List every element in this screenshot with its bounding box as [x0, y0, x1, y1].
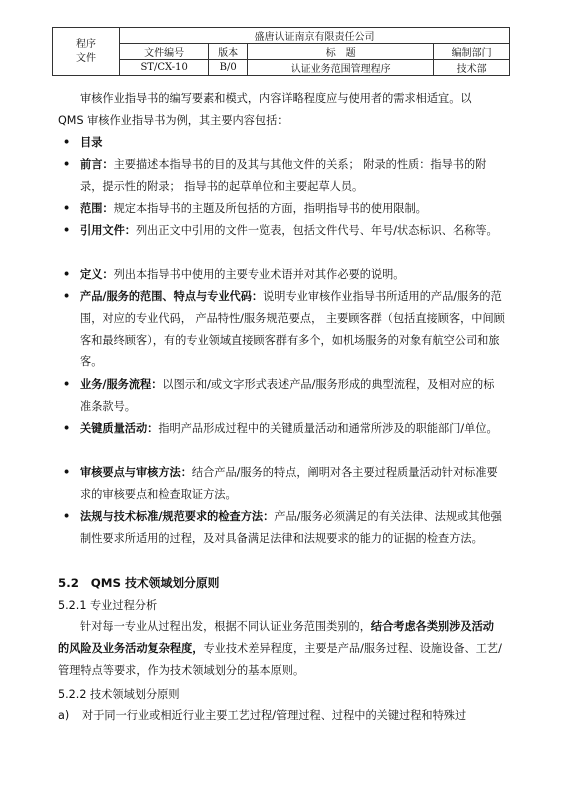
bullet-bold: 法规与技术标准/规范要求的检查方法： [80, 510, 275, 523]
title-value: 认证业务范围管理程序 [248, 60, 434, 76]
company-name: 盛唐认证南京有限责任公司 [120, 28, 510, 44]
para-text-1: 针对每一专业从过程出发，根据不同认证业务范围类别的， [80, 620, 371, 633]
item-a-label: a) [58, 709, 70, 722]
intro-paragraph [58, 88, 504, 110]
version-header: 版本 [209, 44, 248, 60]
version-value: B/0 [209, 60, 248, 76]
bullet-item [63, 264, 505, 286]
bullet-dot-icon: • [63, 422, 71, 435]
bullet-item [63, 462, 505, 506]
section-5-2-heading: 5.2 QMS 技术领域划分原则 [58, 576, 220, 590]
title-header: 标 题 [248, 44, 434, 60]
section-5-2-2-heading: 5.2.2 技术领域划分原则 [58, 688, 180, 701]
bullet-bold: 定义： [80, 268, 114, 281]
bullet-text: 主要描述本指导书的目的及其与其他文件的关系； 附录的性质：指导书的附录，提示性的附录； 指导书的起草单位和主要起草人员。 [80, 158, 487, 193]
side-label-2: 文件 [76, 52, 96, 64]
bullet-text: 规定本指导书的主题及所包括的方面，指明指导书的使用限制。 [113, 202, 427, 215]
list-item-a [58, 705, 508, 727]
intro-line-1: 审核作业指导书的编写要素和模式，内容详略程度应与使用者的需求相适宜。以 [80, 92, 472, 105]
bullet-item [63, 198, 505, 220]
bullet-dot-icon: • [63, 158, 71, 171]
bullet-bold: 审核要点与审核方法： [80, 466, 192, 479]
para-bold: 结合考虑各类别涉及活动的风险及业务活动复杂程度， [58, 620, 494, 655]
side-label-1: 程序 [76, 38, 96, 50]
bullet-dot-icon: • [63, 510, 71, 523]
bullet-item [63, 374, 505, 418]
bullet-text: 产品/服务必须满足的有关法律、法规或其他强制性要求所适用的过程，及对具备满足法律和法规要求的能力的证据的检查方法。 [80, 510, 502, 545]
bullet-text: 说明专业审核作业指导书所适用的产品/服务的范围，对应的专业代码， 产品特性/服务规范要点， 主要顾客群（包括直接顾客，中间顾客和最终顾客），有的专业领域直接顾客群有多个，如机场服务的对象有航空公司和旅客。 [80, 290, 505, 369]
bullet-bold: 业务/服务流程： [80, 378, 163, 391]
bullet-text: 以图示和/或文字形式表述产品/服务形成的典型流程，及相对应的标准条款号。 [80, 378, 495, 413]
intro-line-2: QMS 审核作业指导书为例，其主要内容包括： [58, 114, 289, 127]
bullet-dot-icon: • [63, 224, 71, 237]
bullet-bold: 前言： [80, 158, 114, 171]
bullet-item [63, 132, 505, 154]
bullet-item [63, 154, 505, 198]
document-header-table [52, 27, 510, 76]
bullet-text: 指明产品形成过程中的关键质量活动和通常所涉及的职能部门/单位。 [158, 422, 498, 435]
bullet-dot-icon: • [63, 136, 71, 149]
bullet-item [63, 286, 505, 373]
bullet-item [63, 220, 505, 242]
item-a-text: 对于同一行业或相近行业主要工艺过程/管理过程、过程中的关键过程和特殊过 [82, 709, 467, 722]
doc-no-header: 文件编号 [120, 44, 209, 60]
bullet-bold: 目录 [80, 136, 103, 149]
bullet-item [63, 506, 505, 550]
bullet-dot-icon: • [63, 268, 71, 281]
bullet-bold: 范围： [80, 202, 114, 215]
section-5-2-1-heading: 5.2.1 专业过程分析 [58, 599, 158, 612]
dept-header: 编制部门 [434, 44, 510, 60]
dept-value: 技术部 [434, 60, 510, 76]
doc-no-value: ST/CX-10 [120, 60, 209, 76]
bullet-dot-icon: • [63, 202, 71, 215]
bullet-bold: 产品/服务的范围、特点与专业代码： [80, 290, 264, 303]
bullet-text: 列出本指导书中使用的主要专业术语并对其作必要的说明。 [113, 268, 405, 281]
bullet-dot-icon: • [63, 290, 71, 303]
bullet-dot-icon: • [63, 378, 71, 391]
section-5-2-1-paragraph [58, 616, 504, 681]
bullet-bold: 引用文件： [80, 224, 136, 237]
bullet-dot-icon: • [63, 466, 71, 479]
para-text-2: 专业技术差异程度，主要是产品/服务过程、设施设备、工艺/管理特点等要求，作为技术领域划分的基本原则。 [58, 641, 502, 677]
program-file-label [53, 28, 120, 76]
bullet-text: 结合产品/服务的特点，阐明对各主要过程质量活动针对标准要求的审核要点和检查取证方法。 [80, 466, 498, 501]
bullet-text: 列出正文中引用的文件一览表，包括文件代号、年号/状态标识、名称等。 [135, 224, 498, 237]
bullet-item [63, 418, 505, 440]
bullet-bold: 关键质量活动： [80, 422, 159, 435]
intro-paragraph-2 [58, 110, 504, 132]
